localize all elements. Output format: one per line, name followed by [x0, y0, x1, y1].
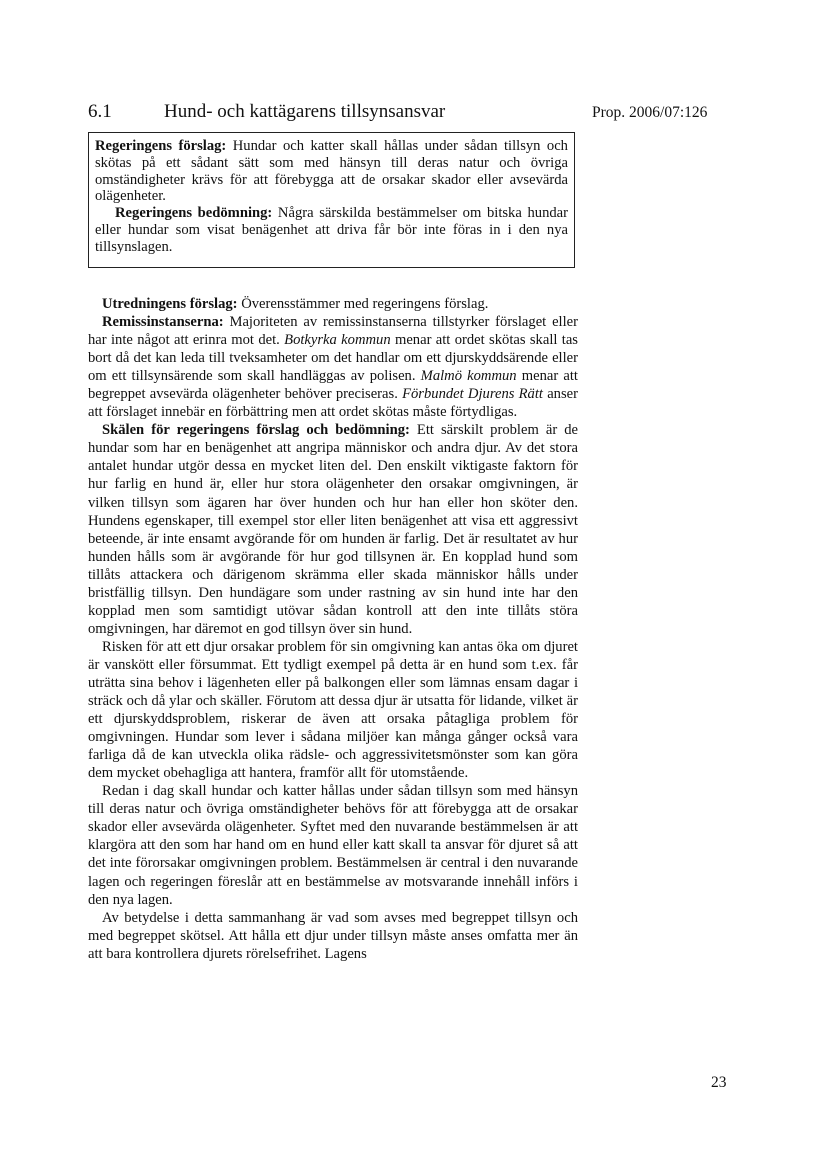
section-title: Hund- och kattägarens tillsynsansvar	[164, 101, 446, 122]
consultation-text-c: menar att ordet skötas skall tas bort då det kan leda till tveksamheter om det handlar om ett djurskyddsärende eller om ett tillsynsärende som skall handläggas av polisen.	[88, 332, 578, 385]
government-assessment-paragraph	[95, 205, 568, 255]
consultation-paragraph	[88, 313, 578, 421]
government-proposal-paragraph	[95, 138, 568, 205]
page-number: 23	[711, 1074, 727, 1091]
government-proposal-text: Hundar och katter skall hållas under sådan tillsyn och skötas på ett sådant sätt som med hänsyn till deras natur och övriga omständigheter krävs för att förebygga att de orsakar skador eller avsevärda olägenheter.	[95, 138, 568, 205]
current-law-paragraph: Redan i dag skall hundar och katter hållas under sådan tillsyn som med hänsyn till deras natur och övriga omständigheter behövs för att förebygga att de orsakar skador eller avsevärda olägenheter. Syftet med den nuvarande bestämmelsen är att klargöra att den som har hand om en hund eller katt skall ta ansvar för djuret så att det inte förorsakar omgivningen problem. Bestämmelsen är central i den nuvarande lagen och regeringen föreslår att en bestämmelse av motsvarande innehåll införs i den nya lagen.	[88, 783, 578, 908]
government-proposal-label: Regeringens förslag:	[95, 138, 227, 154]
government-assessment-text: Några särskilda bestämmelser om bitska hundar eller hundar som visat benägenhet att driva får bör inte föras in i den nya tillsynslagen.	[95, 205, 569, 255]
proposition-reference: Prop. 2006/07:126	[592, 104, 708, 121]
botkyrka-kommun: Botkyrka kommun	[284, 332, 391, 349]
inquiry-proposal-paragraph	[88, 295, 578, 313]
malmo-kommun: Malmö kommun	[420, 368, 517, 385]
risk-paragraph: Risken för att ett djur orsakar problem för sin omgivning kan antas öka om djuret är vanskött eller försummat. Ett tydligt exempel på detta är en hund som t.ex. får uträtta sina behov i lägenheten eller på balkongen eller som lämnas ensam dagar i sträck och då ylar och skäller. Förutom att dessa djur är utsatta för lidande, vilket är ett djurskyddsproblem, riskerar de även att orsaka påtagliga problem för omgivningen. Hundar som lever i sådana miljöer kan många gånger också vara farliga då de kan utveckla olika rädsle- och aggressivitetsmönster som kan göra dem mycket obehagliga att hantera, framför allt för utomstående.	[88, 638, 578, 782]
reasons-text: Ett särskilt problem är de hundar som har en benägenhet att angripa människor och andra djur. Av det stora antalet hundar utgör dessa en mycket liten del. Den enskilt viktigaste faktorn för hur farlig en hund är, eller hur stora olägenheter den orsakar omgivningen, är vilken tillsyn som ägaren har över hunden och hur han eller hon sköter den. Hundens egenskaper, till exempel stor eller liten benägenhet att visa ett aggressivt beteende, är inte ensamt avgörande för om hunden är farlig. Det är resultatet av hur hunden hålls som är avgörande för hur god tillsynen är. En kopplad hund som tillåts attackera och därigenom skrämma eller skada människor hålls under bristfällig tillsyn. Den hundägare som under rastning av sin hund inte har den kopplad men som samtidigt utövar sådan kontroll att den inte tillåts störa omgivningen, har däremot en god tillsyn över sin hund.	[88, 422, 579, 637]
consultation-text-g: anser att förslaget innebär en förbättring men att ordet skötas måste förtydligas.	[88, 386, 578, 421]
section-number: 6.1	[88, 101, 112, 122]
consultation-text-a: Majoriteten av remissinstanserna tillstyrker förslaget eller har inte något att erinra mot det.	[88, 314, 578, 349]
government-assessment-label: Regeringens bedömning:	[115, 205, 273, 222]
consultation-label: Remissinstanserna:	[102, 314, 224, 331]
body-text	[88, 295, 578, 963]
reasons-label: Skälen för regeringens förslag och bedömning:	[102, 422, 410, 439]
inquiry-proposal-text: Överensstämmer med regeringens förslag.	[237, 296, 489, 312]
proposal-box	[88, 132, 575, 268]
inquiry-proposal-label: Utredningens förslag:	[102, 296, 238, 312]
reasons-paragraph	[88, 421, 578, 638]
forbundet-djurens-ratt: Förbundet Djurens Rätt	[402, 386, 543, 403]
supervision-paragraph: Av betydelse i detta sammanhang är vad som avses med begreppet tillsyn och med begreppet skötsel. Att hålla ett djur under tillsyn måste anses omfatta mer än att bara kontrollera djurets rörelsefrihet. Lagens	[88, 909, 578, 962]
consultation-text-e: menar att begreppet avsevärda olägenheter behöver preciseras.	[88, 368, 578, 403]
